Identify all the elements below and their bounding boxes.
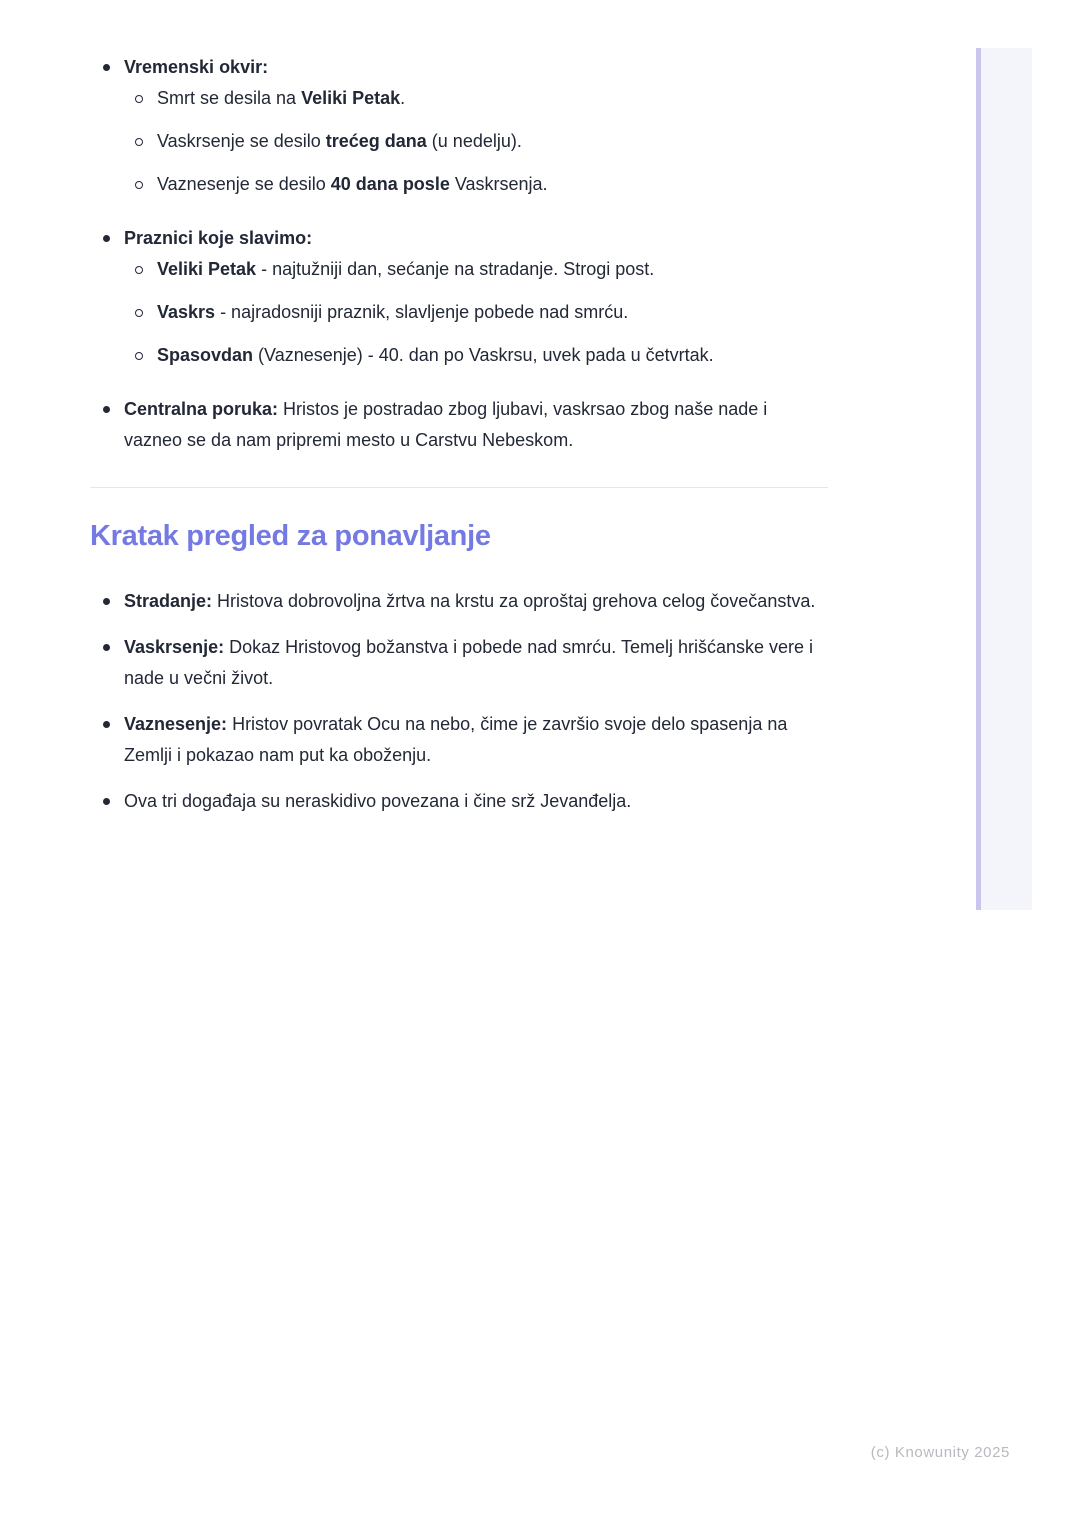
list-item-text: Vaznesenje: Hristov povratak Ocu na nebo, čime je završio svoje delo spasenja na Zemlji i pokazao nam put ka oboženju. xyxy=(124,714,788,765)
sublist-item xyxy=(124,83,828,114)
sublist-item xyxy=(124,340,828,371)
page-content xyxy=(90,52,828,817)
list-item-vremenski-okvir xyxy=(90,52,828,200)
review-item-stradanje xyxy=(90,586,828,617)
review-item-vaznesenje xyxy=(90,709,828,771)
review-list xyxy=(90,586,828,817)
list-item-praznici xyxy=(90,223,828,371)
list-item-text: Stradanje: Hristova dobrovoljna žrtva na krstu za oproštaj grehova celog čovečanstva. xyxy=(124,591,816,611)
list-item-centralna-poruka xyxy=(90,394,828,456)
sublist-item-text: Spasovdan (Vaznesenje) - 40. dan po Vaskrsu, uvek pada u četvrtak. xyxy=(157,345,714,365)
review-item-zakljucak xyxy=(90,786,828,817)
list-item-text: Ova tri događaja su neraskidivo povezana i čine srž Jevanđelja. xyxy=(124,791,632,811)
list-item-text: Praznici koje slavimo: xyxy=(124,228,313,248)
sublist-item-text: Vaskrs - najradosniji praznik, slavljenje pobede nad smrću. xyxy=(157,302,629,322)
sublist-item xyxy=(124,126,828,157)
list-item-text: Vremenski okvir: xyxy=(124,57,269,77)
next-page-preview[interactable] xyxy=(981,48,1032,910)
list-item-text: Centralna poruka: Hristos je postradao zbog ljubavi, vaskrsao zbog naše nade i vazneo se da nam pripremi mesto u Carstvu Nebeskom. xyxy=(124,399,768,450)
sublist-item-text: Veliki Petak - najtužniji dan, sećanje na stradanje. Strogi post. xyxy=(157,259,655,279)
sublist-vremenski-okvir xyxy=(124,83,828,200)
list-item-text: Vaskrsenje: Dokaz Hristovog božanstva i pobede nad smrću. Temelj hrišćanske vere i nade u večni život. xyxy=(124,637,814,688)
section-divider xyxy=(90,487,828,488)
sublist-item xyxy=(124,297,828,328)
section-heading: Kratak pregled za ponavljanje xyxy=(90,520,491,552)
copyright-text: (c) Knowunity 2025 xyxy=(870,1444,1010,1461)
sublist-item-text: Smrt se desila na Veliki Petak. xyxy=(157,88,406,108)
sublist-item xyxy=(124,254,828,285)
sublist-item-text: Vaskrsenje se desilo trećeg dana (u nedelju). xyxy=(157,131,522,151)
sublist-item xyxy=(124,169,828,200)
sublist-item-text: Vaznesenje se desilo 40 dana posle Vaskrsenja. xyxy=(157,174,548,194)
notes-list xyxy=(90,52,828,456)
sublist-praznici xyxy=(124,254,828,371)
review-item-vaskrsenje xyxy=(90,632,828,694)
